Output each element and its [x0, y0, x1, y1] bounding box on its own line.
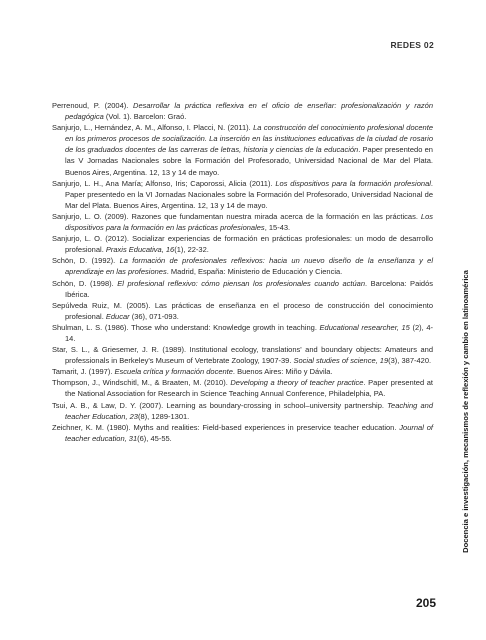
ref-text: . Buenos Aires: Miño y Dávila. — [232, 367, 333, 377]
reference-entry — [52, 366, 433, 377]
page-number: 205 — [415, 596, 436, 610]
ref-text: . Madrid, España: Ministerio de Educación y Ciencia. — [166, 267, 343, 277]
ref-text: Sepúlveda Ruiz, M. (2005). Las prácticas de enseñanza en el proceso de construcción del conocimiento profesional. — [52, 300, 433, 321]
ref-title: Educar — [105, 311, 130, 321]
ref-text: Thompson, J., Windschitl, M., & Braaten, M. (2010). — [52, 378, 231, 388]
ref-text: Sanjurjo, L. O. (2009). Razones que fundamentan nuestra mirada acerca de la formación en las prácticas. — [52, 211, 421, 221]
ref-title: Los dispositivos para la formación profesional — [275, 178, 431, 188]
ref-text: (36), 071-093. — [129, 311, 179, 321]
reference-entry — [52, 300, 433, 322]
ref-title: La construcción del conocimiento profesional docente en los primeros procesos de socialización. La inserción en las instituciones educativas de la ciudad de rosario de los graduados docentes de las carreras de letras, historia y ciencias de la educación — [65, 123, 433, 155]
ref-text: . Paper presentedo en las V Jornadas Nacionales sobre la Formación del Profesorado, Universidad Nacional de Mar del Plata. Buenos Aires, Argentina. 12, 13 y 14 de mayo. — [65, 145, 433, 177]
running-header: REDES 02 — [390, 40, 434, 50]
reference-entry — [52, 211, 433, 233]
ref-text: Sanjurjo, L., Hernández, A. M., Alfonso, I. Placci, N. (2011). — [52, 123, 254, 133]
reference-entry — [52, 400, 433, 422]
ref-text: (Vol. 1). Barcelon: Graó. — [103, 112, 187, 122]
ref-title: Developing a theory of teacher practice — [230, 378, 364, 388]
ref-title: Desarrollar la práctica reflexiva en el oficio de enseñar: profesionalización y razón pedagógica — [65, 101, 434, 122]
reference-list — [52, 100, 433, 444]
ref-title: Teaching and teacher Education, 23 — [65, 400, 433, 421]
ref-text: (3), 387-420. — [388, 356, 432, 366]
ref-text: (6), 45-55. — [137, 433, 172, 443]
ref-title: El profesional reflexivo: cómo piensan los profesionales cuando actúan — [117, 278, 366, 288]
ref-text: (2), 4-14. — [65, 322, 433, 343]
ref-title: Journal of teacher education, 31 — [65, 422, 433, 443]
ref-text: . Paper presented at the National Association for Research in Science Teaching Annual Conference, Philadelphia, PA. — [65, 378, 434, 399]
reference-entry — [52, 178, 433, 211]
section-title-text: Docencia e investigación, mecanismos de reflexión y cambio en latinoamérica — [460, 269, 470, 553]
ref-title: Social studies of science, 19 — [293, 356, 389, 366]
ref-title: Educational researcher, 15 — [319, 322, 410, 332]
ref-title: Praxis Educativa, 16 — [105, 245, 175, 255]
ref-text: Star, S. L., & Griesemer, J. R. (1989). Institutional ecology, translations' and boundary objects: Amateurs and professionals in Berkeley's Museum of Vertebrate Zoology, 1907-39. — [52, 345, 433, 366]
ref-text: . Barcelona: Paidós Ibérica. — [65, 278, 433, 299]
reference-entry — [52, 344, 433, 366]
ref-text: Tsui, A. B., & Law, D. Y. (2007). Learning as boundary-crossing in school–university partnership. — [52, 400, 388, 410]
ref-text: Tamarit, J. (1997). — [52, 367, 115, 377]
ref-text: , 15-43. — [264, 223, 291, 233]
reference-entry — [52, 233, 433, 255]
ref-text: Sanjurjo, L. O. (2012). Socializar experiencias de formación en prácticas profesionales: un modo de desarrollo profesional. — [52, 234, 433, 255]
ref-title: Escuela crítica y formación docente — [114, 367, 233, 377]
ref-text: Perrenoud, P. (2004). — [52, 101, 134, 110]
ref-text: (8), 1289-1301. — [137, 411, 190, 421]
reference-entry — [52, 278, 433, 300]
ref-text: Sanjurjo, L. H., Ana María; Alfonso, Iris; Caporossi, Alicia (2011). — [52, 178, 276, 188]
reference-entry — [52, 255, 433, 277]
reference-entry — [52, 122, 433, 177]
reference-entry — [52, 322, 433, 344]
ref-text: (1), 22-32. — [174, 245, 209, 255]
reference-entry — [52, 422, 433, 444]
ref-text: Schön, D. (1992). — [52, 256, 120, 266]
ref-text: . Paper presentedo en la VI Jornadas Nacionales sobre la Formación del Profesorado, Universidad Nacional de Mar del Plata. Buenos Aires, Argentina. 12, 13 y 14 de mayo. — [65, 178, 434, 210]
ref-text: Zeichner, K. M. (1980). Myths and realities: Field-based experiences in preservice teacher education. — [52, 422, 400, 432]
ref-title: Los dispositivos para la formación en las prácticas profesionales — [65, 211, 433, 233]
reference-entry — [52, 100, 433, 122]
ref-text: Shulman, L. S. (1986). Those who understand: Knowledge growth in teaching. — [52, 322, 320, 332]
reference-entry — [52, 377, 433, 399]
ref-text: Schön, D. (1998). — [52, 278, 118, 288]
vertical-section-title — [444, 225, 486, 597]
ref-title: La formación de profesionales reflexivos: hacia un nuevo diseño de la enseñanza y el aprendizaje en las profesiones — [65, 256, 433, 277]
